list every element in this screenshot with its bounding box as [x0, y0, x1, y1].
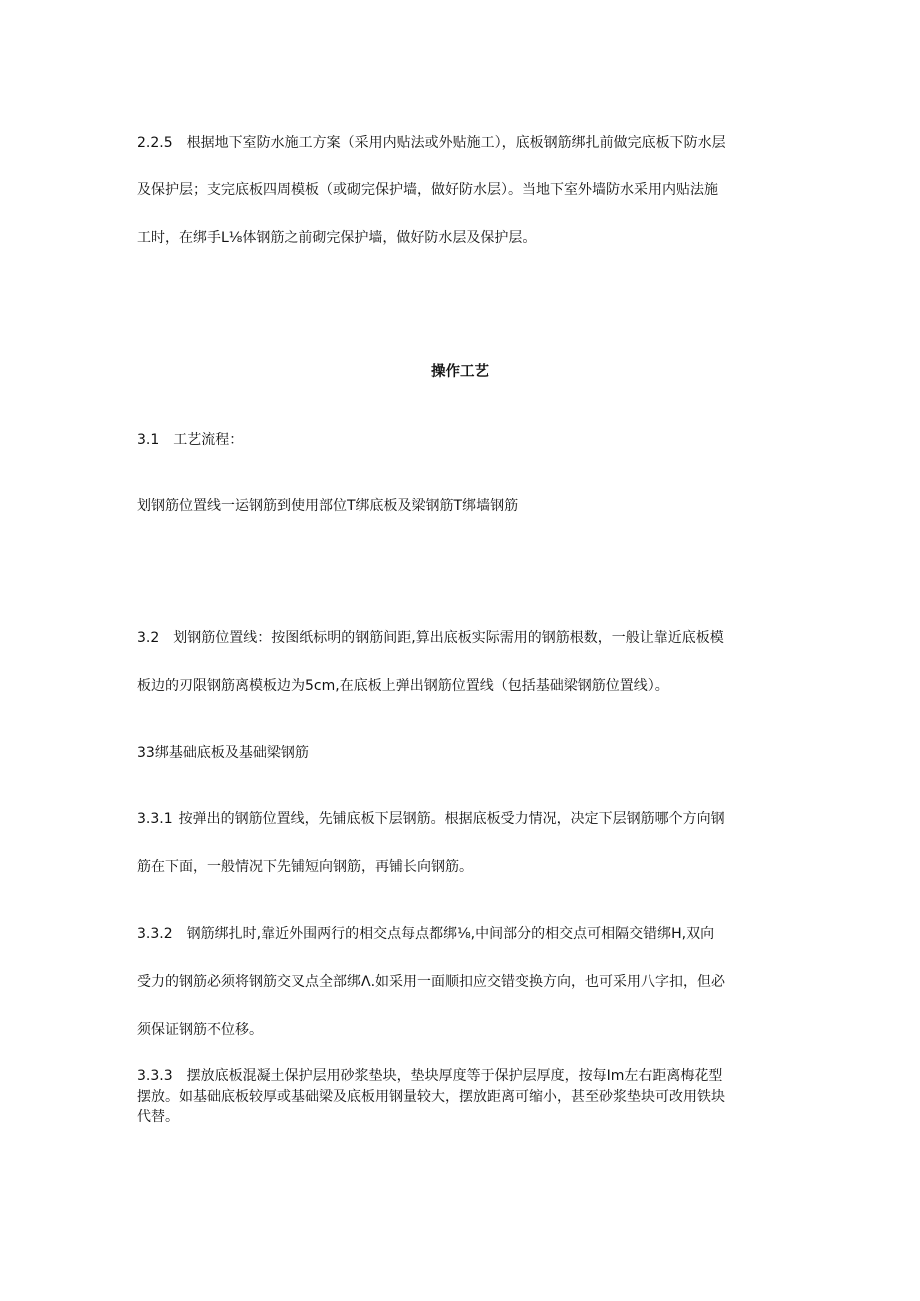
para-text: 工艺流程： [173, 432, 244, 448]
para-text: 按弹出的钢筋位置线，先铺底板下层钢筋。根据底板受力情况，决定下层钢筋哪个方向钢 [178, 811, 725, 827]
para-text: 钢筋绑扎时,靠近外围两行的相交点每点都绑⅛,中间部分的相交点可相隔交错绑H,双向 [186, 926, 715, 942]
para-3-3-2-line-1 [137, 924, 714, 944]
section-number: 3.3.1 [137, 811, 173, 827]
para-3-3-2-line-2: 受力的钢筋必须将钢筋交叉点全部绑Λ.如采用一面顺扣应交错变换方向，也可采用八字扣，但必 [137, 974, 726, 990]
para-text: 根据地下室防水施工方案（采用内贴法或外贴施工），底板钢筋绑扎前做完底板下防水层 [186, 135, 726, 151]
process-flow: 划钢筋位置线一运钢筋到使用部位T绑底板及梁钢筋T绑墙钢筋 [137, 498, 519, 514]
para-2-2-5-line-1 [137, 133, 726, 153]
para-3-2-line-1 [137, 628, 724, 648]
para-2-2-5-line-2: 及保护层；支完底板四周模板（或砌完保护墙，做好防水层）。当地下室外墙防水采用内贴法施 [137, 182, 718, 198]
para-3-3-heading: 33绑基础底板及基础梁钢筋 [137, 745, 309, 761]
para-3-3-3-line-3: 代替。 [137, 1109, 179, 1125]
section-number: 3.1 [137, 432, 160, 448]
para-2-2-5-line-3: 工时，在绑手L⅛体钢筋之前砌完保护墙，做好防水层及保护层。 [137, 230, 537, 246]
section-title: 操作工艺 [431, 364, 489, 380]
para-3-3-3-line-1 [137, 1066, 722, 1086]
section-number: 3.2 [137, 630, 160, 646]
section-number: 2.2.5 [137, 135, 173, 151]
para-text: 划钢筋位置线：按图纸标明的钢筋间距,算出底板实际需用的钢筋根数，一般让靠近底板模 [173, 630, 724, 646]
para-3-3-2-line-3: 须保证钢筋不位移。 [137, 1022, 263, 1038]
para-3-1 [137, 430, 243, 450]
section-number: 3.3.2 [137, 926, 173, 942]
para-3-3-1-line-1 [137, 809, 725, 829]
para-3-3-1-line-2: 筋在下面，一般情况下先铺短向钢筋，再铺长向钢筋。 [137, 859, 473, 875]
para-3-3-3-line-2: 摆放。如基础底板较厚或基础梁及底板用钢量较大，摆放距离可缩小，甚至砂浆垫块可改用铁块 [137, 1089, 725, 1105]
para-3-2-line-2: 板边的刃限钢筋离模板边为5cm,在底板上弹出钢筋位置线（包括基础梁钢筋位置线）。 [137, 678, 669, 694]
section-number: 3.3.3 [137, 1068, 173, 1084]
para-text: 摆放底板混凝土保护层用砂浆垫块，垫块厚度等于保护层厚度，按每Im左右距离梅花型 [186, 1068, 723, 1084]
